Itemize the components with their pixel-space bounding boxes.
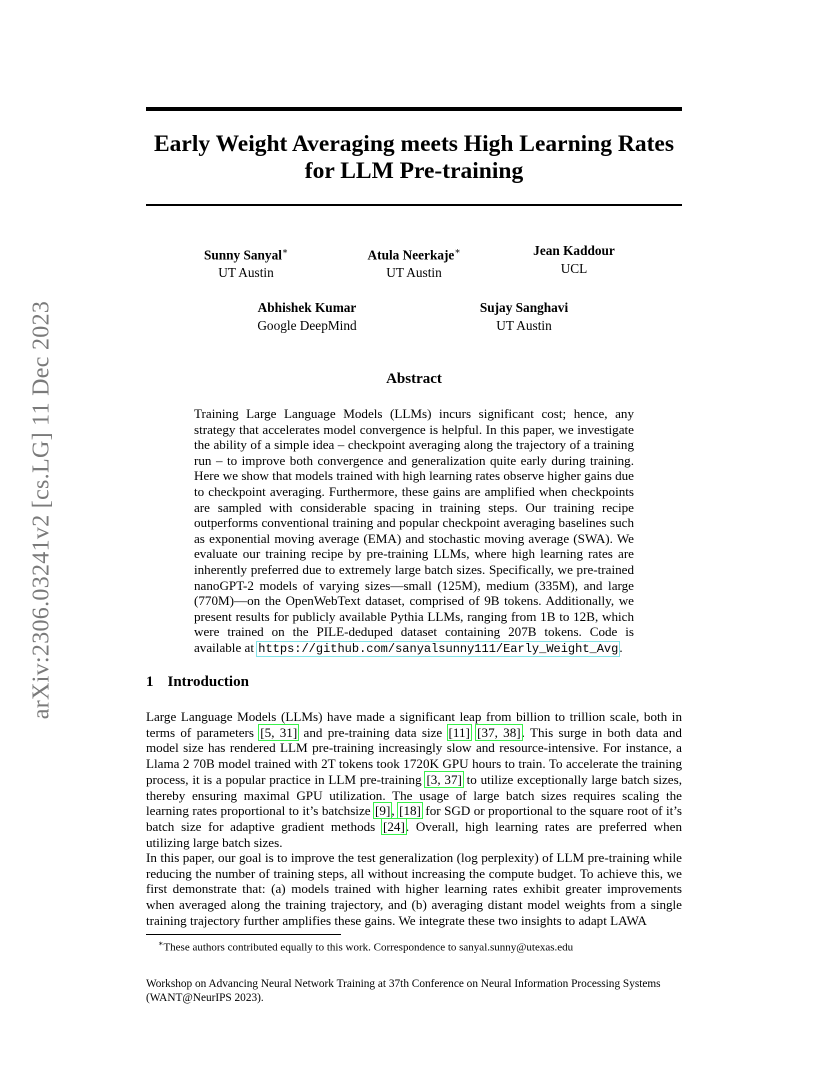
title-line-1: Early Weight Averaging meets High Learning Rates: [153, 131, 675, 157]
workshop-note: [146, 977, 682, 1005]
author-name: Atula Neerkaje: [367, 247, 455, 263]
section-number: 1: [146, 674, 154, 690]
citation-link[interactable]: [11]: [448, 724, 470, 740]
citation-link[interactable]: [37, 38]: [477, 724, 521, 740]
author-mark: ∗: [281, 246, 289, 256]
title-top-rule: [146, 107, 682, 111]
title-line-2: for LLM Pre-training: [304, 158, 524, 184]
author-affiliation: UT Austin: [386, 265, 442, 281]
intro-paragraph-1: [146, 709, 682, 850]
footnote: [158, 937, 573, 955]
citation-link[interactable]: [24]: [383, 818, 405, 834]
footnote-rule: [146, 934, 341, 935]
citation-link[interactable]: [18]: [399, 803, 421, 819]
section-heading: [146, 674, 249, 691]
citation-link[interactable]: [3, 37]: [426, 771, 462, 787]
author-name: Sunny Sanyal: [203, 247, 282, 263]
citation-link[interactable]: [9]: [375, 803, 391, 819]
abstract-body: Training Large Language Models (LLMs) incurs significant cost; hence, any strategy that accelerates model convergence is helpful. In this paper, we investigate the ability of a simple idea – checkpoint averaging along the trajectory of a training run – to improve both convergence and generalization quite early during training. Here we show that models trained with high learning rates observe higher gains due to checkpoint averaging. Furthermore, these gains are amplified when checkpoints are sampled with considerable spacing in training steps. Our training recipe outperforms conventional training and popular checkpoint averaging baselines such as exponential moving average (EMA) and stochastic moving average (SWA). We evaluate our training recipe by pre-training LLMs, where high learning rates are inherently preferred due to extremely large batch sizes. Specifically, we pre-trained nanoGPT-2 models of varying sizes—small (125M), medium (335M), and large (770M)—on the OpenWebText dataset, comprised of 9B tokens. Additionally, we present results for publicly available Pythia LLMs, ranging from 1B to 12B, which were trained on the PILE-deduped dataset containing 207B tokens. Code is available at https://github.com/sanyalsunny111/Early_Weight_Avg.: [194, 406, 634, 656]
abstract-heading: Abstract: [386, 371, 442, 387]
author-affiliation: Google DeepMind: [257, 318, 357, 333]
footnote-text: These authors contributed equally to this work. Correspondence to sanyal.sunny@utexas.edu: [163, 941, 574, 954]
citation-link[interactable]: [5, 31]: [260, 724, 298, 740]
footnote-mark: ∗: [158, 939, 164, 948]
author-name: Jean Kaddour: [533, 243, 615, 258]
workshop-line-2: (WANT@NeurIPS 2023).: [146, 992, 264, 1004]
text-run: and pre-training data size: [298, 724, 448, 740]
text-run: . This surge in both data and model size has rendered LLM pre-training increasingly slow and resource-intensive. For instance, a Llama 2 70B model trained with 2T tokens took 1720K GPU hours to train. To accelerate the training process, it is a popular practice in LLM pre-training: [146, 724, 682, 787]
author-block: [474, 242, 674, 278]
author-block: [424, 299, 624, 335]
author-name: Sujay Sanghavi: [479, 300, 569, 315]
author-affiliation: UT Austin: [496, 318, 552, 333]
text-run: . Overall, high learning rates are preferred when utilizing large batch sizes.: [146, 818, 682, 850]
arxiv-side-label: arXiv:2306.03241v2 [cs.LG] 11 Dec 2023: [28, 300, 55, 720]
text-run: for SGD or proportional to the square root of it’s batch size for adaptive gradient methods: [146, 803, 683, 834]
title-bottom-rule: [146, 204, 682, 206]
section-title: Introduction: [167, 674, 249, 690]
code-url-link[interactable]: https://github.com/sanyalsunny111/Early_Weight_Avg: [258, 641, 619, 656]
paper-title: [146, 131, 682, 185]
workshop-line-1: Workshop on Advancing Neural Network Training at 37th Conference on Neural Information Processing Systems: [146, 978, 661, 990]
text-run: Large Language Models (LLMs) have made a significant leap from billion to trillion scale, both in terms of parameters: [146, 709, 682, 740]
intro-paragraph-2: In this paper, our goal is to improve the test generalization (log perplexity) of LLM pre-training while reducing the number of training steps, all without increasing the compute budget. To achieve this, we first demonstrate that: (a) models trained with higher learning rates exhibit greater improvements when averaged along the training trajectory, and (b) averaging distant model weights from a single training trajectory further amplifies these gains. We integrate these two insights to adapt LAWA: [146, 850, 682, 928]
text-run: to utilize exceptionally large batch sizes, thereby ensuring maximal GPU utilization. The usage of large batch sizes requires scaling the learning rates proportional to it’s batchsize: [146, 771, 682, 819]
author-affiliation: UT Austin: [218, 265, 274, 281]
author-mark: ∗: [454, 246, 461, 256]
author-name: Abhishek Kumar: [257, 300, 357, 315]
author-affiliation: UCL: [560, 261, 588, 276]
abstract-text: Training Large Language Models (LLMs) incurs significant cost; hence, any strategy that accelerates model convergence is helpful. In this paper, we investigate the ability of a simple idea – checkpoint averaging along the trajectory of a training run – to improve both convergence and generalization quite early during training. Here we show that models trained with high learning rates observe higher gains due to checkpoint averaging. Furthermore, these gains are amplified when checkpoints are sampled with considerable spacing in training steps. Our training recipe outperforms conventional training and popular checkpoint averaging baselines such as exponential moving average (EMA) and stochastic moving average (SWA). We evaluate our training recipe by pre-training LLMs, where high learning rates are inherently preferred due to extremely large batch sizes. Specifically, we pre-trained nanoGPT-2 models of varying sizes—small (125M), medium (335M), and large (770M)—on the OpenWebText dataset, comprised of 9B tokens. Additionally, we present results for publicly available Pythia LLMs, ranging from 1B to 12B, which were trained on the PILE-deduped dataset containing 207B tokens. Code is available at: [194, 406, 634, 655]
author-block: [207, 299, 407, 335]
text-run: ,: [391, 803, 399, 819]
